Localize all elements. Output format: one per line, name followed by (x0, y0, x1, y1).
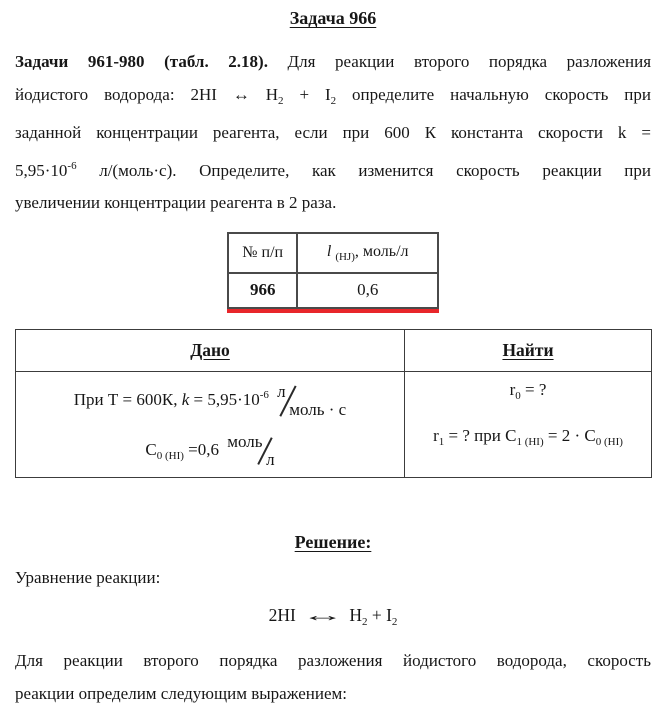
solution-paragraph (15, 645, 651, 710)
h2-subscript: 2 (361, 615, 368, 628)
statement-line-2-text3: определите начальную скорость при (336, 84, 652, 104)
given-cell (16, 371, 405, 477)
given-find-header-row (16, 329, 652, 371)
i2-subscript: 2 (330, 94, 337, 107)
find-header-cell (405, 329, 652, 371)
k-value: = 5,95·10 (189, 389, 260, 409)
concentration-unit-fraction (227, 431, 275, 469)
h2-subscript: 2 (278, 94, 284, 107)
given-header-text: Дано (190, 339, 230, 360)
find-cell (405, 371, 652, 477)
statement-line-4 (15, 150, 651, 188)
problem-statement-paragraph (15, 46, 651, 220)
solution-line-2 (15, 678, 651, 710)
rate-constant-unit-fraction (277, 381, 347, 419)
task-range-label: Задачи 961-980 (табл. 2.18). (15, 52, 268, 71)
product-i-text: + I (367, 604, 392, 625)
statement-line-1-text: Для реакции второго порядка разложения (287, 52, 652, 71)
solution-heading-text: Решение: (294, 531, 372, 552)
k-exponent-superscript: -6 (259, 388, 269, 401)
page-title (0, 8, 666, 29)
statement-line-3 (15, 117, 651, 150)
k-variable: k (181, 389, 190, 409)
variant-number-cell: 966 (228, 273, 297, 308)
question-mark-text: = ? (520, 379, 547, 399)
r-subscript: 0 (515, 389, 521, 402)
page-title-text: Задача 966 (289, 8, 377, 28)
temperature-condition: При Т = 600К, (73, 389, 182, 409)
r-variable: r (433, 425, 439, 445)
statement-line-4-text: л/(моль·с). Определите, как изменится скорость реакции при (76, 160, 651, 180)
statement-line-2-text: йодистого водорода: 2HI ↔ H (15, 84, 279, 104)
rate-constant-value: 5,95·10 (15, 160, 68, 180)
statement-line-2-text2: + I (283, 84, 331, 104)
col-header-number: № п/п (228, 233, 297, 273)
statement-line-5 (15, 187, 651, 220)
doubled-concentration-question (405, 426, 651, 448)
initial-rate-question (405, 380, 651, 402)
statement-line-1 (15, 46, 651, 79)
fraction-denominator: л (266, 449, 275, 469)
c-subscript: 0 (HI) (156, 449, 184, 462)
given-header-cell (16, 329, 405, 371)
c-value: =0,6 (183, 439, 219, 459)
initial-concentration-formula (16, 431, 404, 469)
c0-subscript: 0 (HI) (595, 435, 623, 448)
variant-table-value-row (228, 273, 438, 308)
equation-label: Уравнение реакции: (15, 567, 161, 587)
c1-subscript: 1 (HI) (516, 435, 544, 448)
solution-line-1 (15, 645, 651, 678)
given-find-body-row (16, 371, 652, 477)
rate-constant-formula (16, 381, 404, 419)
given-find-table (15, 329, 652, 478)
fraction-numerator: моль (227, 431, 263, 451)
i2-subscript: 2 (391, 615, 398, 628)
reaction-equation (0, 605, 666, 628)
variant-table-header-row (228, 233, 438, 273)
concentration-unit: , моль/л (354, 242, 409, 260)
document-page (0, 8, 666, 703)
variant-data-table (227, 232, 439, 309)
product-h-text: H (349, 604, 362, 625)
fraction-numerator: л (277, 381, 286, 401)
concentration-value-cell: 0,6 (297, 273, 438, 308)
r-variable: r (509, 379, 516, 399)
exponent-superscript: -6 (67, 159, 77, 172)
statement-line-5-text: увеличении концентрации реагента в 2 раза. (15, 193, 337, 213)
solution-line-2-text: реакции определим следующим выражением: (15, 683, 347, 703)
c-variable: C (145, 439, 157, 459)
long-left-right-arrow: ↔ (300, 604, 345, 625)
statement-line-3-text: заданной концентрации реагента, если при 600 К константа скорости k = (15, 123, 651, 143)
reactant-text: 2HI (268, 604, 296, 625)
variant-data-table-wrap (227, 232, 439, 313)
red-underline (227, 309, 439, 313)
r-subscript: 1 (438, 435, 445, 448)
condition-text: = ? при C (444, 425, 517, 445)
find-header-text: Найти (502, 339, 554, 360)
col-header-concentration (297, 233, 438, 273)
statement-line-2 (15, 79, 651, 118)
concentration-variable: l (326, 242, 332, 260)
doubling-text: = 2 · C (543, 425, 596, 445)
concentration-subscript: (HJ) (335, 250, 355, 263)
solution-heading (0, 532, 666, 553)
solution-line-1-text: Для реакции второго порядка разложения йодистого водорода, скорость (15, 650, 651, 670)
fraction-denominator: моль · с (289, 399, 347, 419)
